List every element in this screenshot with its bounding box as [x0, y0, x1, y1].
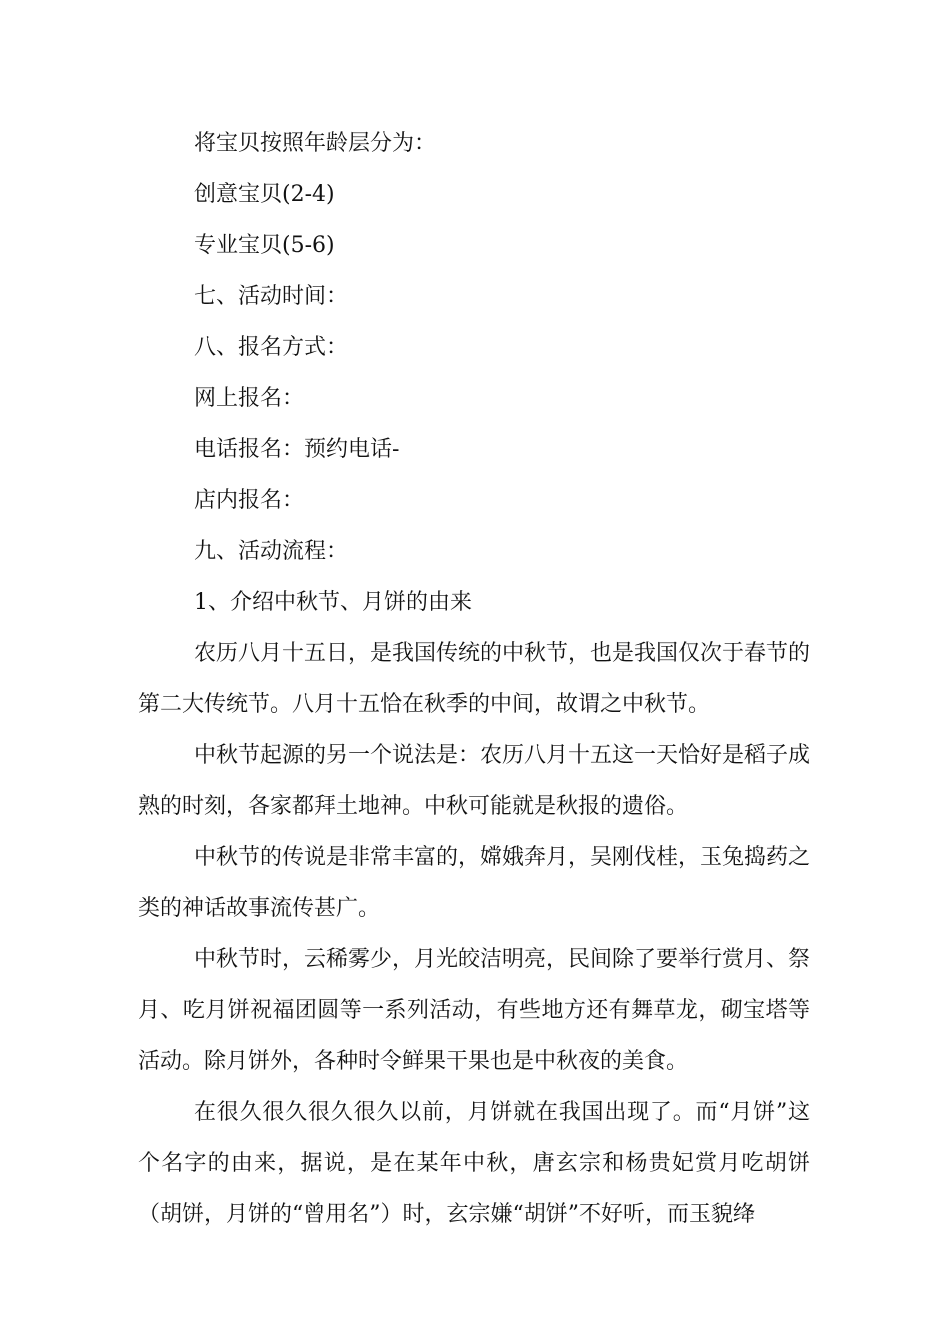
paragraph-mooncake-name: 在很久很久很久很久以前，月饼就在我国出现了。而“月饼”这个名字的由来，据说，是在某年中秋，唐玄宗和杨贵妃赏月吃胡饼（胡饼，月饼的“曾用名”）时，玄宗嫌“胡饼”不好听，而玉貌绛	[138, 1100, 810, 1227]
step-1-heading: 1、介绍中秋节、月饼的由来	[194, 590, 472, 615]
online-registration: 网上报名：	[194, 386, 305, 411]
section-7-heading: 七、活动时间：	[194, 284, 349, 309]
document-body	[138, 118, 810, 1240]
paragraph-customs: 中秋节时，云稀雾少，月光皎洁明亮，民间除了要举行赏月、祭月、吃月饼祝福团圆等一系列活动，有些地方还有舞草龙，砌宝塔等活动。除月饼外，各种时令鲜果干果也是中秋夜的美食。	[138, 947, 811, 1074]
creative-baby-group: 创意宝贝(2-4)	[194, 182, 335, 207]
age-group-intro: 将宝贝按照年龄层分为：	[194, 131, 437, 156]
section-9-heading: 九、活动流程：	[194, 539, 349, 564]
in-store-registration: 店内报名：	[194, 488, 305, 513]
paragraph-legends: 中秋节的传说是非常丰富的，嫦娥奔月，吴刚伐桂，玉兔捣药之类的神话故事流传甚广。	[138, 845, 811, 921]
paragraph-origin-theory: 中秋节起源的另一个说法是：农历八月十五这一天恰好是稻子成熟的时刻，各家都拜土地神。中秋可能就是秋报的遗俗。	[138, 743, 811, 819]
professional-baby-group: 专业宝贝(5-6)	[194, 233, 335, 258]
section-8-heading: 八、报名方式：	[194, 335, 349, 360]
phone-registration: 电话报名：预约电话-	[194, 437, 400, 462]
paragraph-mid-autumn-intro: 农历八月十五日，是我国传统的中秋节，也是我国仅次于春节的第二大传统节。八月十五恰在秋季的中间，故谓之中秋节。	[138, 641, 811, 717]
